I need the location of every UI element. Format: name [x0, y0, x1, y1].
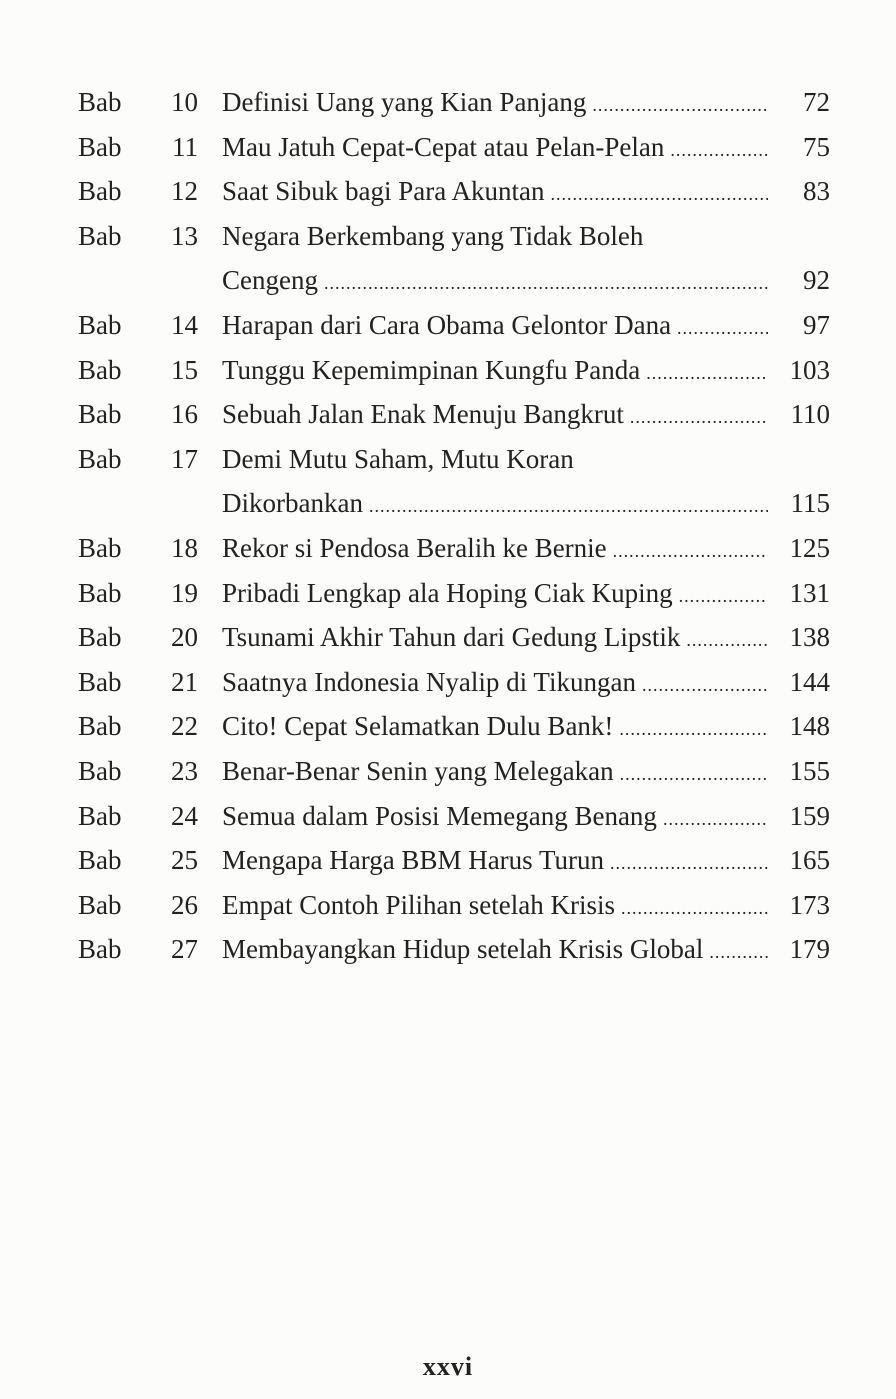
toc-entry — [78, 660, 830, 705]
dot-leader — [709, 930, 768, 975]
dot-leader — [324, 261, 768, 306]
chapter-number: 15 — [171, 354, 198, 385]
chapter-title: Saatnya Indonesia Nyalip di Tikungan — [222, 666, 636, 697]
toc-entry — [78, 749, 830, 794]
toc-entry — [78, 883, 830, 928]
chapter-label: Bab — [78, 176, 122, 207]
dot-leader — [550, 172, 768, 217]
chapter-title-wrap — [222, 481, 774, 529]
chapter-label: Bab — [78, 87, 122, 117]
toc-entry — [78, 526, 830, 571]
toc-entry — [78, 348, 830, 393]
chapter-number: 10 — [171, 87, 198, 117]
chapter-title-wrap — [222, 303, 774, 351]
page-ref: 125 — [789, 532, 830, 563]
page-ref: 115 — [790, 488, 830, 519]
toc-entry — [78, 615, 830, 660]
chapter-label: Bab — [78, 532, 122, 563]
toc-entry — [78, 125, 830, 170]
dot-leader — [621, 886, 768, 931]
page-number: xxvi — [422, 1352, 474, 1381]
chapter-number: 22 — [171, 711, 198, 742]
page-ref: 72 — [803, 87, 830, 117]
page-ref: 155 — [789, 755, 830, 786]
chapter-label: Bab — [78, 399, 122, 430]
dot-leader — [613, 529, 768, 574]
chapter-title-continuation: Dikorbankan — [222, 488, 363, 519]
chapter-number: 16 — [171, 399, 198, 430]
chapter-number: 19 — [171, 577, 198, 608]
chapter-title-wrap — [222, 392, 774, 440]
dot-leader — [663, 797, 768, 842]
chapter-label: Bab — [78, 666, 122, 697]
chapter-title-wrap — [222, 125, 774, 173]
chapter-label: Bab — [78, 577, 122, 608]
dot-leader — [369, 484, 768, 529]
chapter-title-wrap — [222, 348, 774, 396]
toc-entry — [78, 704, 830, 749]
page-ref: 148 — [789, 711, 830, 742]
dot-leader — [646, 351, 768, 396]
dot-leader — [592, 83, 768, 128]
toc-entry — [78, 392, 830, 437]
chapter-title-continuation: Cengeng — [222, 265, 318, 296]
chapter-number: 18 — [171, 532, 198, 563]
toc-entry-continuation — [78, 481, 830, 526]
chapter-title-wrap — [222, 660, 774, 708]
chapter-title: Negara Berkembang yang Tidak Boleh — [222, 220, 644, 251]
chapter-label: Bab — [78, 354, 122, 385]
toc-entry — [78, 80, 830, 125]
page-ref: 159 — [789, 800, 830, 831]
toc-entry — [78, 214, 830, 259]
toc-entry — [78, 437, 830, 482]
dot-leader — [686, 618, 768, 663]
chapter-label: Bab — [78, 622, 122, 653]
chapter-number: 20 — [171, 622, 198, 653]
chapter-title-wrap — [222, 169, 774, 217]
chapter-label: Bab — [78, 443, 122, 474]
page-ref: 103 — [789, 354, 830, 385]
chapter-title-wrap — [222, 927, 774, 975]
chapter-title-wrap — [222, 80, 774, 128]
chapter-title-wrap — [222, 258, 774, 306]
chapter-title: Sebuah Jalan Enak Menuju Bangkrut — [222, 399, 624, 430]
chapter-title-wrap — [222, 794, 774, 842]
chapter-number: 21 — [171, 666, 198, 697]
page-ref: 179 — [789, 934, 830, 965]
chapter-title: Tsunami Akhir Tahun dari Gedung Lipstik — [222, 622, 681, 653]
chapter-label: Bab — [78, 800, 122, 831]
chapter-label: Bab — [78, 889, 122, 920]
chapter-title-wrap — [222, 437, 774, 482]
page-ref: 75 — [803, 131, 830, 162]
chapter-title-wrap — [222, 838, 774, 886]
toc-entry — [78, 169, 830, 214]
chapter-number: 17 — [171, 443, 198, 474]
chapter-label: Bab — [78, 755, 122, 786]
chapter-number: 25 — [171, 845, 198, 876]
chapter-title-wrap — [222, 571, 774, 619]
page-ref: 144 — [789, 666, 830, 697]
dot-leader — [619, 707, 768, 752]
chapter-label: Bab — [78, 934, 122, 965]
chapter-label: Bab — [78, 711, 122, 742]
chapter-title: Cito! Cepat Selamatkan Dulu Bank! — [222, 711, 614, 742]
chapter-number: 14 — [171, 309, 198, 340]
chapter-label: Bab — [78, 131, 122, 162]
chapter-title: Tunggu Kepemimpinan Kungfu Panda — [222, 354, 641, 385]
toc-entry — [78, 927, 830, 972]
chapter-number: 23 — [171, 755, 198, 786]
page-ref: 92 — [803, 265, 830, 296]
chapter-title: Mengapa Harga BBM Harus Turun — [222, 845, 604, 876]
chapter-number: 12 — [171, 176, 198, 207]
dot-leader — [679, 574, 768, 619]
chapter-title: Harapan dari Cara Obama Gelontor Dana — [222, 309, 672, 340]
chapter-title-wrap — [222, 214, 774, 259]
toc-entry — [78, 838, 830, 883]
chapter-label: Bab — [78, 220, 122, 251]
page-ref: 138 — [789, 622, 830, 653]
chapter-title: Rekor si Pendosa Beralih ke Bernie — [222, 532, 607, 563]
chapter-title-wrap — [222, 526, 774, 574]
chapter-title: Definisi Uang yang Kian Panjang — [222, 87, 587, 117]
chapter-title: Saat Sibuk bagi Para Akuntan — [222, 176, 545, 207]
page-ref: 110 — [790, 399, 830, 430]
page-ref: 97 — [803, 309, 830, 340]
page-ref: 83 — [803, 176, 830, 207]
table-of-contents — [78, 80, 830, 972]
page-ref: 165 — [789, 845, 830, 876]
chapter-title: Benar-Benar Senin yang Melegakan — [222, 755, 614, 786]
chapter-title: Empat Contoh Pilihan setelah Krisis — [222, 889, 615, 920]
chapter-title: Membayangkan Hidup setelah Krisis Global — [222, 934, 704, 965]
dot-leader — [642, 663, 768, 708]
toc-entry-continuation — [78, 258, 830, 303]
chapter-title: Semua dalam Posisi Memegang Benang — [222, 800, 657, 831]
chapter-number: 13 — [171, 220, 198, 251]
chapter-title: Pribadi Lengkap ala Hoping Ciak Kuping — [222, 577, 673, 608]
chapter-number: 24 — [171, 800, 198, 831]
chapter-number: 27 — [171, 934, 198, 965]
dot-leader — [610, 841, 768, 886]
chapter-number: 11 — [172, 131, 198, 162]
chapter-number: 26 — [171, 889, 198, 920]
chapter-title: Demi Mutu Saham, Mutu Koran — [222, 443, 574, 474]
chapter-title-wrap — [222, 883, 774, 931]
dot-leader — [670, 128, 768, 173]
toc-entry — [78, 303, 830, 348]
chapter-label: Bab — [78, 845, 122, 876]
chapter-title-wrap — [222, 704, 774, 752]
dot-leader — [620, 752, 768, 797]
page-ref: 131 — [789, 577, 830, 608]
chapter-label: Bab — [78, 309, 122, 340]
dot-leader — [630, 395, 768, 440]
chapter-title: Mau Jatuh Cepat-Cepat atau Pelan-Pelan — [222, 131, 665, 162]
chapter-title-wrap — [222, 615, 774, 663]
chapter-title-wrap — [222, 749, 774, 797]
page-ref: 173 — [789, 889, 830, 920]
toc-entry — [78, 794, 830, 839]
toc-entry — [78, 571, 830, 616]
dot-leader — [677, 306, 768, 351]
